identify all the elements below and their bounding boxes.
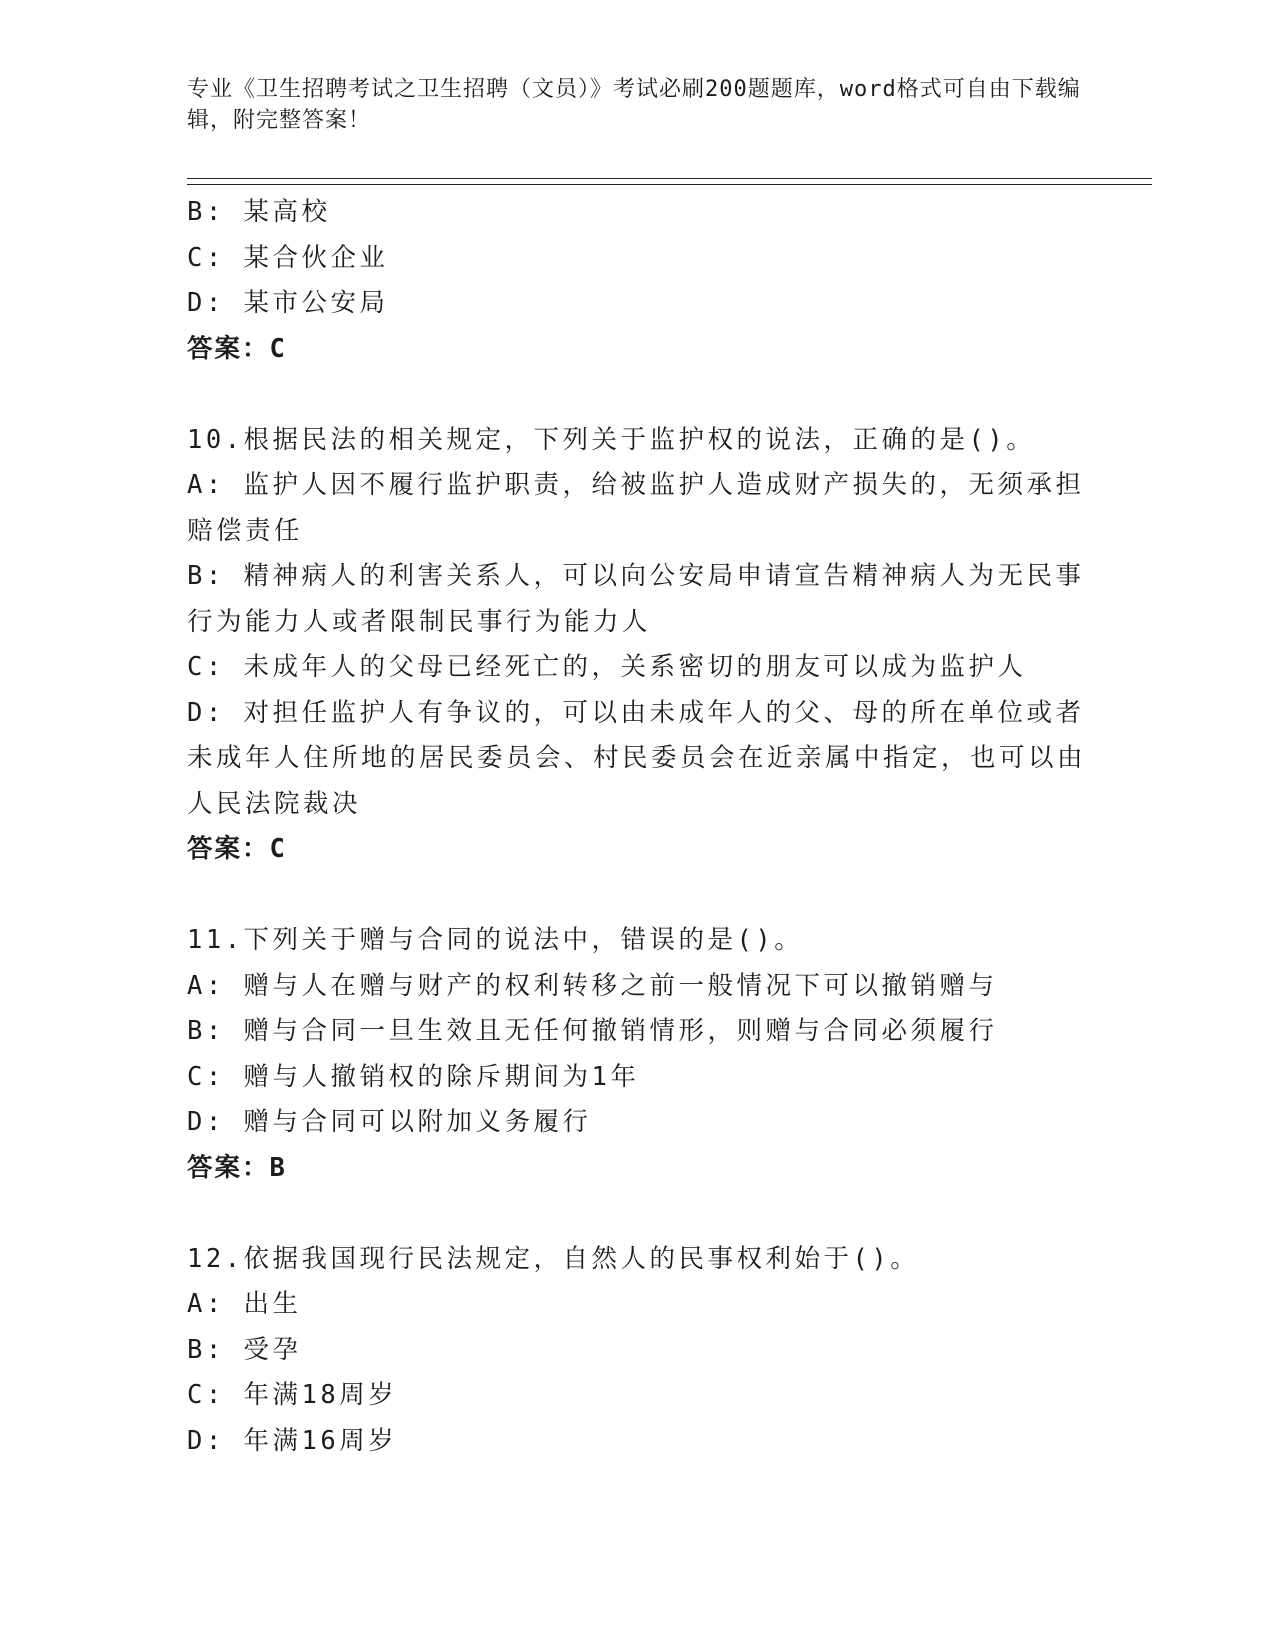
option-a: A: 监护人因不履行监护职责，给被监护人造成财产损失的，无须承担赔偿责任 [187, 470, 1085, 546]
option-b: B: 精神病人的利害关系人，可以向公安局申请宣告精神病人为无民事行为能力人或者限制民事行为能力人 [187, 561, 1085, 637]
option-c: C: 年满18周岁 [187, 1380, 398, 1410]
option-a: A: 赠与人在赠与财产的权利转移之前一般情况下可以撤销赠与 [187, 970, 998, 1001]
option-b: B: 某高校 [187, 197, 331, 227]
option-a: A: 出生 [187, 1289, 302, 1319]
spacer [187, 1191, 1092, 1237]
document-header: 专业《卫生招聘考试之卫生招聘（文员）》考试必刷200题题库，word格式可自由下载编辑，附完整答案！ [187, 77, 1081, 133]
spacer [187, 873, 1092, 919]
question-content [187, 190, 1092, 1464]
question-stem: 11.下列关于赠与合同的说法中，错误的是()。 [187, 925, 804, 955]
option-c: C: 赠与人撤销权的除斥期间为1年 [187, 1061, 640, 1092]
option-d: D: 某市公安局 [187, 288, 389, 318]
option-d: D: 对担任监护人有争议的，可以由未成年人的父、母的所在单位或者未成年人住所地的居民委员会、村民委员会在近亲属中指定，也可以由人民法院裁决 [187, 697, 1087, 819]
spacer [187, 372, 1092, 418]
answer-line: 答案：B [187, 1152, 287, 1183]
question-stem: 10.根据民法的相关规定，下列关于监护权的说法，正确的是()。 [187, 424, 1036, 455]
header-rule-bottom [187, 184, 1152, 185]
option-b: B: 赠与合同一旦生效且无任何撤销情形，则赠与合同必须履行 [187, 1016, 998, 1046]
option-c: C: 某合伙企业 [187, 242, 389, 273]
option-b: B: 受孕 [187, 1334, 302, 1365]
option-c: C: 未成年人的父母已经死亡的，关系密切的朋友可以成为监护人 [187, 652, 1027, 682]
option-d: D: 年满16周岁 [187, 1425, 398, 1456]
header-rule-top [187, 178, 1152, 179]
question-stem: 12.依据我国现行民法规定，自然人的民事权利始于()。 [187, 1243, 920, 1274]
answer-line: 答案：C [187, 834, 287, 864]
option-d: D: 赠与合同可以附加义务履行 [187, 1107, 592, 1137]
answer-line: 答案：C [187, 333, 287, 364]
